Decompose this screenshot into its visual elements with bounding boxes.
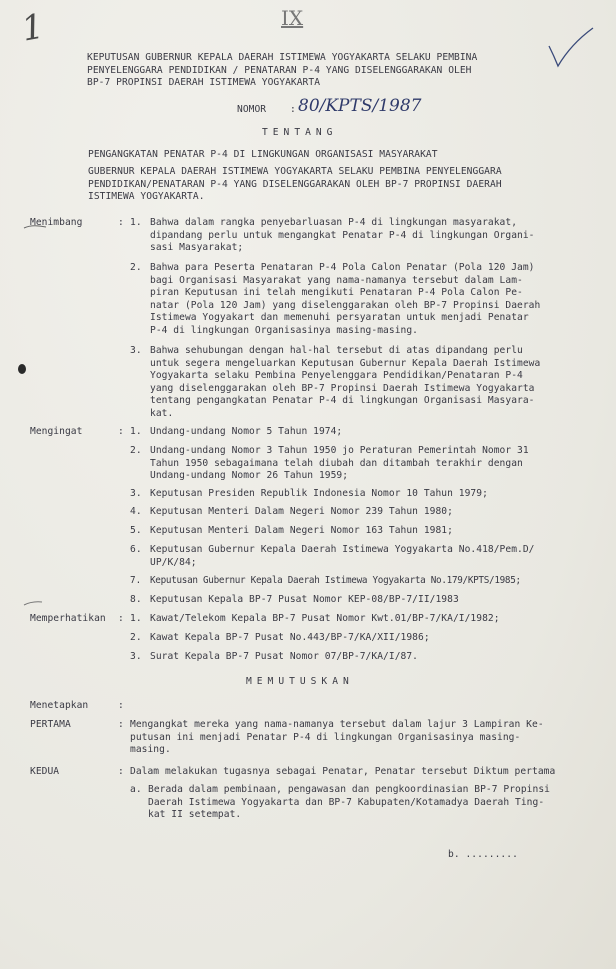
memperhatikan-item-text <box>150 613 500 626</box>
memperhatikan-colon: : <box>118 613 124 624</box>
item-line: sasi Masyarakat; <box>150 242 244 254</box>
menimbang-colon: : <box>118 217 124 228</box>
item-line: Tahun 1950 sebagaimana telah diubah dan ditambah terakhir dengan <box>150 457 523 469</box>
item-number: 7. <box>130 575 142 586</box>
mengingat-item-text <box>150 445 529 483</box>
item-line: Keputusan Menteri Dalam Negeri Nomor 239 Tahun 1980; <box>150 506 453 517</box>
item-number: 4. <box>130 506 142 517</box>
kedua-intro: Dalam melakukan tugasnya sebagai Penatar, Penatar tersebut Diktum pertama <box>130 766 556 777</box>
item-line: Daerah Istimewa Yogyakarta dan BP-7 Kabupaten/Kotamadya Daerah Ting- <box>148 796 545 808</box>
tentang-body-line: PENDIDIKAN/PENATARAN P-4 YANG DISELENGGARAKAN OLEH BP-7 PROPINSI DAERAH <box>88 178 502 190</box>
mengingat-item <box>130 544 142 557</box>
memperhatikan-item-text <box>150 632 430 645</box>
tentang-body-line: ISTIMEWA YOGYAKARTA. <box>88 191 205 203</box>
item-number: a. <box>130 784 142 795</box>
nomor-handwritten: 80/KPTS/1987 <box>298 96 422 116</box>
kedua-item <box>130 784 142 797</box>
header-line: KEPUTUSAN GUBERNUR KEPALA DAERAH ISTIMEWA YOGYAKARTA SELAKU PEMBINA <box>87 52 478 63</box>
item-number: 1. <box>130 217 142 228</box>
tentang-heading: TENTANG <box>262 127 338 138</box>
mengingat-item <box>130 426 142 439</box>
memperhatikan-label: Memperhatikan <box>30 613 106 624</box>
menimbang-item-text <box>150 262 540 338</box>
menetapkan-colon: : <box>118 700 124 711</box>
item-line: Keputusan Menteri Dalam Negeri Nomor 163 Tahun 1981; <box>150 525 453 536</box>
item-number: 3. <box>130 651 142 662</box>
check-mark-icon <box>546 26 596 70</box>
item-line: bagi Organisasi Masyarakat yang nama-namanya tersebut dalam Lam- <box>150 274 523 286</box>
item-line: Surat Kepala BP-7 Pusat Nomor 07/BP-7/KA/I/87. <box>150 651 418 662</box>
item-number: 3. <box>130 345 142 356</box>
item-line: Berada dalam pembinaan, pengawasan dan pengkoordinasian BP-7 Propinsi <box>148 784 550 795</box>
kedua-colon: : <box>118 766 124 777</box>
menimbang-item <box>130 217 142 230</box>
item-line: Istimewa Yogyakart dan memenuhi persyaratan untuk menjadi Penatar <box>150 312 529 324</box>
pertama-text <box>130 719 544 757</box>
menetapkan-label: Menetapkan <box>30 700 89 711</box>
mengingat-item-text <box>150 594 459 607</box>
memperhatikan-item <box>130 613 142 626</box>
item-number: 2. <box>130 632 142 643</box>
pertama-line: masing. <box>130 744 171 756</box>
item-line: Keputusan Presiden Republik Indonesia Nomor 10 Tahun 1979; <box>150 488 488 499</box>
menimbang-label: Menimbang <box>30 217 83 228</box>
item-line: UP/K/84; <box>150 556 197 568</box>
mengingat-item-text <box>150 575 521 588</box>
tentang-title: PENGANGKATAN PENATAR P-4 DI LINGKUNGAN ORGANISASI MASYARAKAT <box>88 149 438 160</box>
mengingat-item-text <box>150 544 535 569</box>
memperhatikan-item <box>130 632 142 645</box>
memutuskan-heading: MEMUTUSKAN <box>246 676 354 687</box>
item-line: tentang pengangkatan Penatar P-4 di lingkungan Organisasi Masyara- <box>150 395 535 407</box>
header-line: BP-7 PROPINSI DAERAH ISTIMEWA YOGYAKARTA <box>87 77 321 89</box>
item-number: 8. <box>130 594 142 605</box>
item-line: Keputusan Gubernur Kepala Daerah Istimewa Yogyakarta No.418/Pem.D/ <box>150 544 535 555</box>
mengingat-item <box>130 488 142 501</box>
menimbang-item-text <box>150 345 540 421</box>
item-line: Keputusan Kepala BP-7 Pusat Nomor KEP-08/BP-7/II/1983 <box>150 594 459 605</box>
item-number: 1. <box>130 613 142 624</box>
menimbang-item-text <box>150 217 535 255</box>
mengingat-item <box>130 594 142 607</box>
item-line: P-4 di lingkungan Organisasinya masing-masing. <box>150 324 418 336</box>
item-line: piran Keputusan ini telah mengikuti Penataran P-4 Pola Calon Pe- <box>150 287 523 299</box>
item-line: kat. <box>150 407 174 419</box>
mengingat-item <box>130 525 142 538</box>
item-line: Bahwa dalam rangka penyebarluasan P-4 di lingkungan masyarakat, <box>150 217 518 228</box>
item-line: Bahwa sehubungan dengan hal-hal tersebut di atas dipandang perlu <box>150 345 523 356</box>
mengingat-item-text <box>150 488 488 501</box>
pertama-line: putusan ini menjadi Penatar P-4 di lingkungan Organisasinya masing- <box>130 731 521 743</box>
item-line: Undang-undang Nomor 3 Tahun 1950 jo Peraturan Pemerintah Nomor 31 <box>150 445 529 456</box>
document-header <box>87 52 477 90</box>
item-line: Yogyakarta selaku Pembina Penyelenggara Pendidikan/Penataran P-4 <box>150 370 523 382</box>
memperhatikan-item-text <box>150 651 418 664</box>
kedua-label: KEDUA <box>30 766 60 777</box>
pertama-label: PERTAMA <box>30 719 71 730</box>
item-line: dipandang perlu untuk mengangkat Penatar P-4 di lingkungan Organi- <box>150 229 535 241</box>
mengingat-item <box>130 445 142 458</box>
pertama-colon: : <box>118 719 124 730</box>
item-line: Kawat Kepala BP-7 Pusat No.443/BP-7/KA/XII/1986; <box>150 632 430 643</box>
item-line: natar (Pola 120 Jam) yang diselenggarakan oleh BP-7 Propinsi Daerah <box>150 299 541 311</box>
item-line: yang diselenggarakan oleh BP-7 Propinsi Daerah Istimewa Yogyakarta <box>150 382 535 394</box>
nomor-colon: : <box>290 104 296 115</box>
roman-numeral-mark: IX <box>281 6 304 30</box>
mengingat-item <box>130 506 142 519</box>
item-number: 2. <box>130 445 142 456</box>
page-continuation: b. ......... <box>448 849 518 860</box>
tentang-body <box>88 166 502 204</box>
punch-hole-mark <box>18 364 26 374</box>
menimbang-item <box>130 262 142 275</box>
item-line: Undang-undang Nomor 26 Tahun 1959; <box>150 470 349 482</box>
memperhatikan-item <box>130 651 142 664</box>
item-number: 3. <box>130 488 142 499</box>
item-number: 5. <box>130 525 142 536</box>
item-line: kat II setempat. <box>148 809 242 821</box>
mengingat-item-text <box>150 525 453 538</box>
mengingat-colon: : <box>118 426 124 437</box>
item-number: 6. <box>130 544 142 555</box>
pertama-line: Mengangkat mereka yang nama-namanya tersebut dalam lajur 3 Lampiran Ke- <box>130 719 544 730</box>
corner-number-mark: 1 <box>18 6 47 50</box>
item-line: Bahwa para Peserta Penataran P-4 Pola Calon Penatar (Pola 120 Jam) <box>150 262 535 273</box>
mengingat-item <box>130 575 141 588</box>
item-number: 2. <box>130 262 142 273</box>
item-line: untuk segera mengeluarkan Keputusan Gubernur Kepala Daerah Istimewa <box>150 357 541 369</box>
menimbang-item <box>130 345 142 358</box>
mengingat-label: Mengingat <box>30 426 83 437</box>
kedua-item-text <box>148 784 550 822</box>
mengingat-item-text <box>150 426 342 439</box>
tentang-body-line: GUBERNUR KEPALA DAERAH ISTIMEWA YOGYAKARTA SELAKU PEMBINA PENYELENGGARA <box>88 166 502 177</box>
item-line: Keputusan Gubernur Kepala Daerah Istimewa Yogyakarta No.179/KPTS/1985; <box>150 575 521 586</box>
margin-dash-mark-icon <box>22 598 44 608</box>
item-line: Undang-undang Nomor 5 Tahun 1974; <box>150 426 343 437</box>
header-line: PENYELENGGARA PENDIDIKAN / PENATARAN P-4 YANG DISELENGGARAKAN OLEH <box>87 64 472 76</box>
mengingat-item-text <box>150 506 453 519</box>
item-number: 1. <box>130 426 142 437</box>
item-line: Kawat/Telekom Kepala BP-7 Pusat Nomor Kwt.01/BP-7/KA/I/1982; <box>150 613 500 624</box>
nomor-label: NOMOR <box>237 104 267 115</box>
